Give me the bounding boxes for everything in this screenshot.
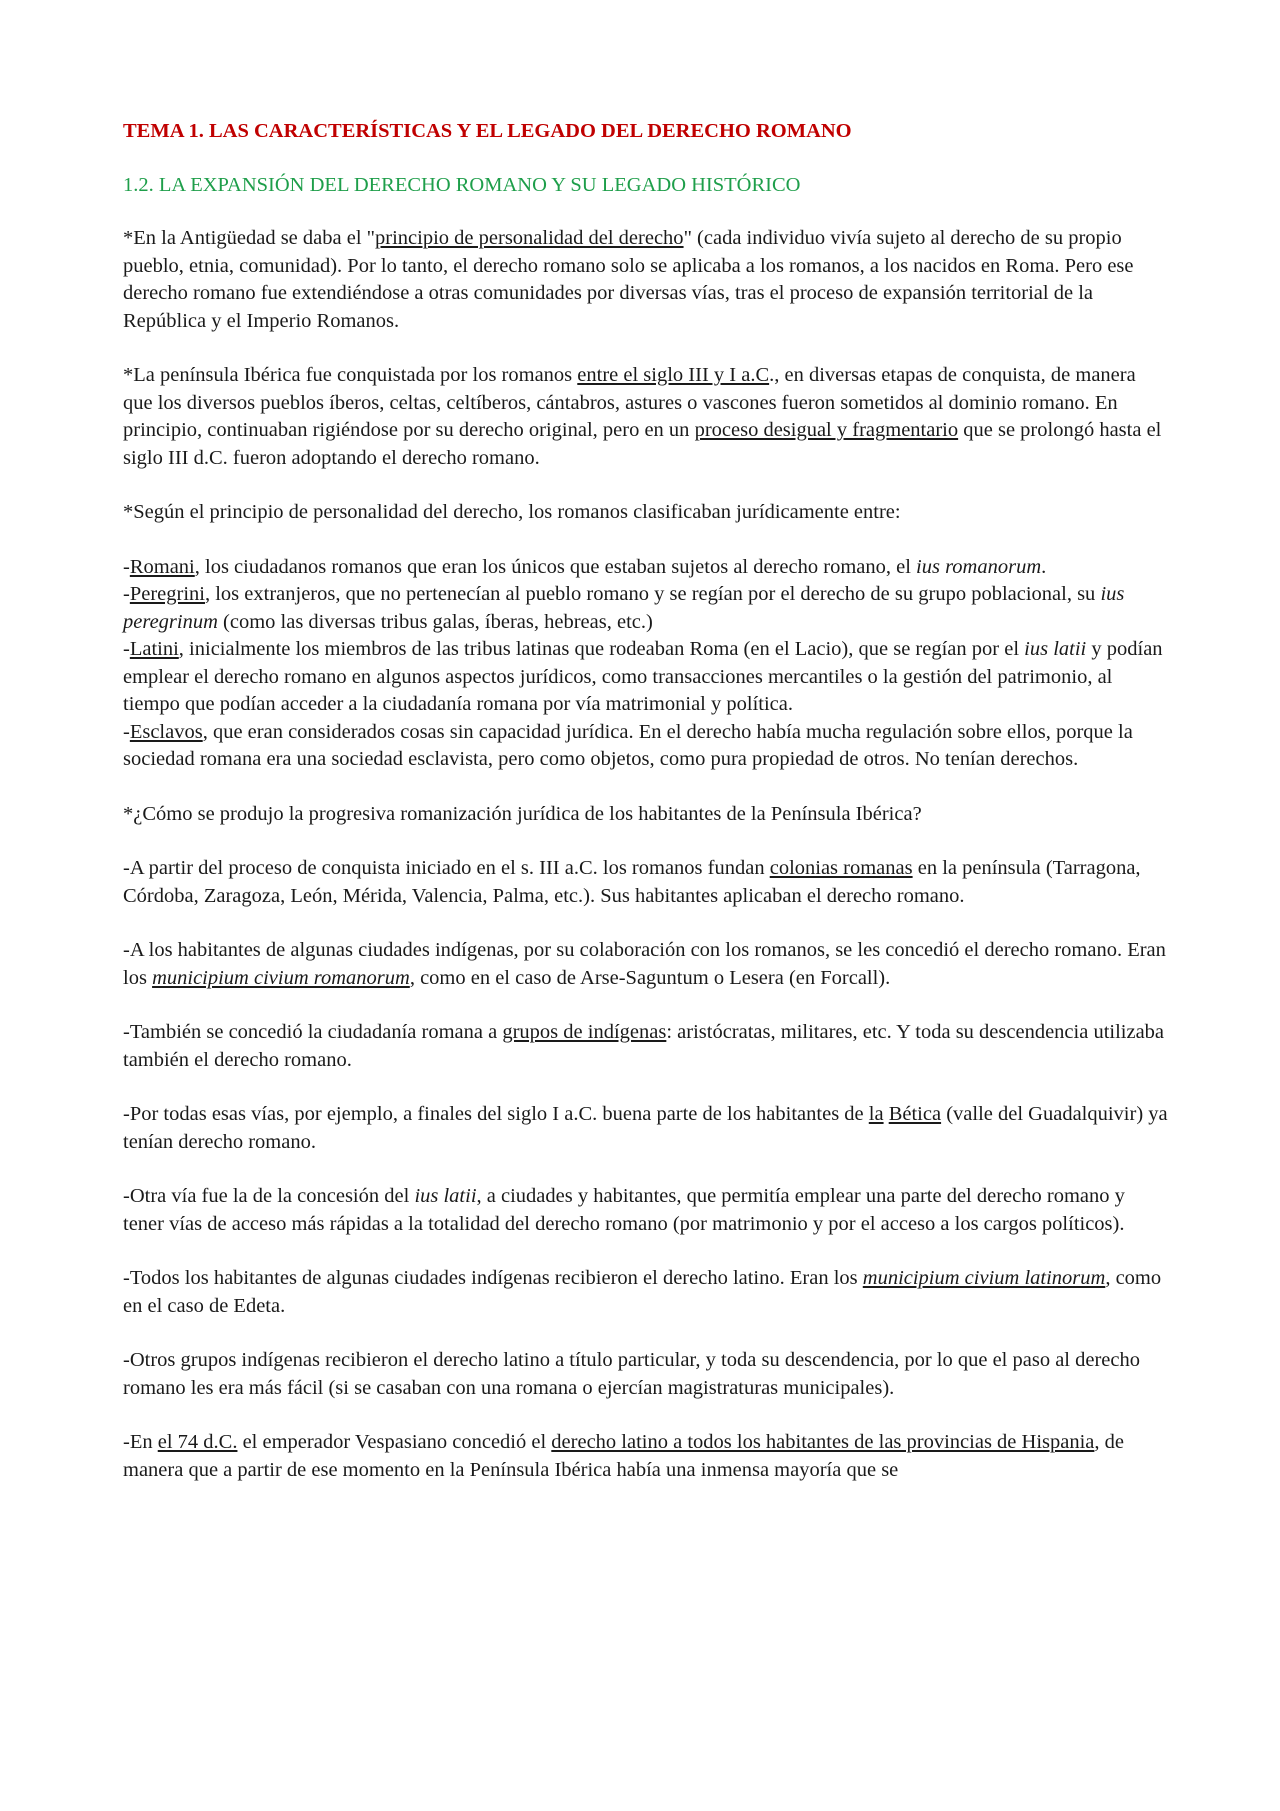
text: ., en diversas etapas de conquista, de manera que los diversos pueblos íberos, celtas, celtíberos, cántabros, astures o vascones fueron sometidos al dominio romano. En principio, continuaban rigiéndose por su derecho original, pero en un	[123, 364, 1136, 441]
list-item-latini	[123, 636, 1168, 719]
paragraph-conquista	[123, 362, 1168, 472]
underlined-term: Latini	[129, 638, 179, 660]
underlined-term: Esclavos	[129, 720, 203, 743]
list-item-esclavos	[123, 719, 1168, 774]
text: (valle del Guadalquivir) ya tenían derecho romano.	[123, 1103, 1168, 1153]
list-item-peregrini	[123, 581, 1168, 636]
text: *La península Ibérica fue conquistada por los romanos	[123, 364, 578, 386]
paragraph-municipium-romanorum	[123, 937, 1168, 992]
underlined-term: Bética	[888, 1103, 942, 1125]
italic-term: ius romanorum	[916, 555, 1042, 578]
text: -Otra vía fue la de la concesión del	[123, 1185, 415, 1207]
underlined-term: proceso desigual y fragmentario	[694, 419, 959, 441]
underlined-term: colonias romanas	[769, 857, 913, 879]
text: (como las diversas tribus galas, íberas, hebreas, etc.)	[217, 610, 653, 633]
paragraph-vespasiano	[123, 1429, 1168, 1484]
paragraph-clasificacion: *Según el principio de personalidad del derecho, los romanos clasificaban jurídicamente entre:	[123, 501, 901, 523]
text: , inicialmente los miembros de las tribus latinas que rodeaban Roma (en el Lacio), que se regían por el	[178, 638, 1025, 660]
text: -	[123, 638, 130, 660]
text: -	[123, 583, 130, 605]
text: que se prolongó hasta el siglo III d.C. fueron adoptando el derecho romano.	[123, 419, 1162, 469]
text: y podían emplear el derecho romano en algunos aspectos jurídicos, como transacciones mercantiles o la gestión del patrimonio, al tiempo que podían acceder a la ciudadanía romana por vía matrimonial y política.	[123, 638, 1163, 715]
italic-term: ius latii	[414, 1185, 477, 1207]
underlined-term: entre el siglo III y I a.C	[577, 364, 770, 386]
text: -A los habitantes de algunas ciudades indígenas, por su colaboración con los romanos, se les concedió el derecho romano. Eran los	[123, 939, 1166, 989]
underlined-term: grupos de indígenas	[502, 1021, 667, 1043]
text: .	[1041, 555, 1047, 578]
text: el emperador Vespasiano concedió el	[237, 1431, 552, 1453]
document-page	[123, 118, 1168, 1484]
underlined-term: derecho latino a todos los habitantes de las provincias de Hispania	[551, 1431, 1095, 1453]
underlined-term: principio de personalidad del derecho	[375, 227, 684, 249]
paragraph-grupos-indigenas	[123, 1019, 1168, 1074]
paragraph-colonias	[123, 855, 1168, 910]
italic-term: ius latii	[1024, 638, 1087, 660]
paragraph-ius-latii	[123, 1183, 1168, 1238]
text: en la península (Tarragona, Córdoba, Zaragoza, León, Mérida, Valencia, Palma, etc.). Sus habitantes aplicaban el derecho romano.	[123, 857, 1141, 907]
text: -Por todas esas vías, por ejemplo, a finales del siglo I a.C. buena parte de los habitantes de	[123, 1103, 869, 1125]
text: , como en el caso de Arse-Saguntum o Lesera (en Forcall).	[409, 966, 891, 989]
paragraph-betica	[123, 1101, 1168, 1156]
document-title: TEMA 1. LAS CARACTERÍSTICAS Y EL LEGADO DEL DERECHO ROMANO	[123, 120, 852, 142]
text: , a ciudades y habitantes, que permitía emplear una parte del derecho romano y tener vías de acceso más rápidas a la totalidad del derecho romano (por matrimonio y por el acceso a los cargos políticos).	[123, 1185, 1125, 1235]
italic-term: ius peregrinum	[123, 583, 1125, 633]
text: : aristócratas, militares, etc. Y toda su descendencia utilizaba también el derecho romano.	[123, 1021, 1165, 1071]
text: -A partir del proceso de conquista iniciado en el s. III a.C. los romanos fundan	[123, 857, 770, 879]
section-subtitle: 1.2. LA EXPANSIÓN DEL DERECHO ROMANO Y SU LEGADO HISTÓRICO	[123, 173, 801, 196]
underlined-term: Peregrini	[129, 583, 205, 605]
underlined-italic-term: municipium civium romanorum	[152, 966, 410, 989]
text: -En	[123, 1431, 158, 1453]
paragraph-personalidad	[123, 225, 1168, 335]
text: -	[123, 555, 130, 578]
text: -	[123, 720, 130, 743]
text: , como en el caso de Edeta.	[123, 1267, 1162, 1317]
text: , los ciudadanos romanos que eran los únicos que estaban sujetos al derecho romano, el	[194, 555, 917, 578]
paragraph-municipium-latinorum	[123, 1265, 1168, 1320]
underlined-italic-term: municipium civium latinorum	[862, 1267, 1106, 1289]
text: , de manera que a partir de ese momento en la Península Ibérica había una inmensa mayoría que se	[123, 1431, 1125, 1481]
underlined-term: el 74 d.C.	[157, 1431, 238, 1453]
text: -Todos los habitantes de algunas ciudades indígenas recibieron el derecho latino. Eran los	[123, 1267, 863, 1289]
list-item-romani	[123, 554, 1168, 582]
underlined-term: Romani	[129, 555, 195, 578]
text: " (cada individuo vivía sujeto al derecho de su propio pueblo, etnia, comunidad). Por lo tanto, el derecho romano solo se aplicaba a los romanos, a los nacidos en Roma. Pero ese derecho romano fue extendiéndose a otras comunidades por diversas vías, tras el proceso de expansión territorial de la República y el Imperio Romanos.	[123, 227, 1134, 332]
text: *En la Antigüedad se daba el "	[123, 227, 376, 249]
paragraph-pregunta: *¿Cómo se produjo la progresiva romanización jurídica de los habitantes de la Península Ibérica?	[123, 802, 922, 825]
text: , los extranjeros, que no pertenecían al pueblo romano y se regían por el derecho de su grupo poblacional, su	[204, 583, 1101, 605]
text: -También se concedió la ciudadanía romana a	[123, 1021, 503, 1043]
underlined-term: la	[868, 1103, 884, 1125]
paragraph-otros-grupos: -Otros grupos indígenas recibieron el derecho latino a título particular, y toda su descendencia, por lo que el paso al derecho romano les era más fácil (si se casaban con una romana o ejercían magistraturas municipales).	[123, 1349, 1140, 1399]
text: , que eran considerados cosas sin capacidad jurídica. En el derecho había mucha regulación sobre ellos, porque la sociedad romana era una sociedad esclavista, pero como objetos, como pura propiedad de otros. No tenían derechos.	[123, 720, 1133, 770]
